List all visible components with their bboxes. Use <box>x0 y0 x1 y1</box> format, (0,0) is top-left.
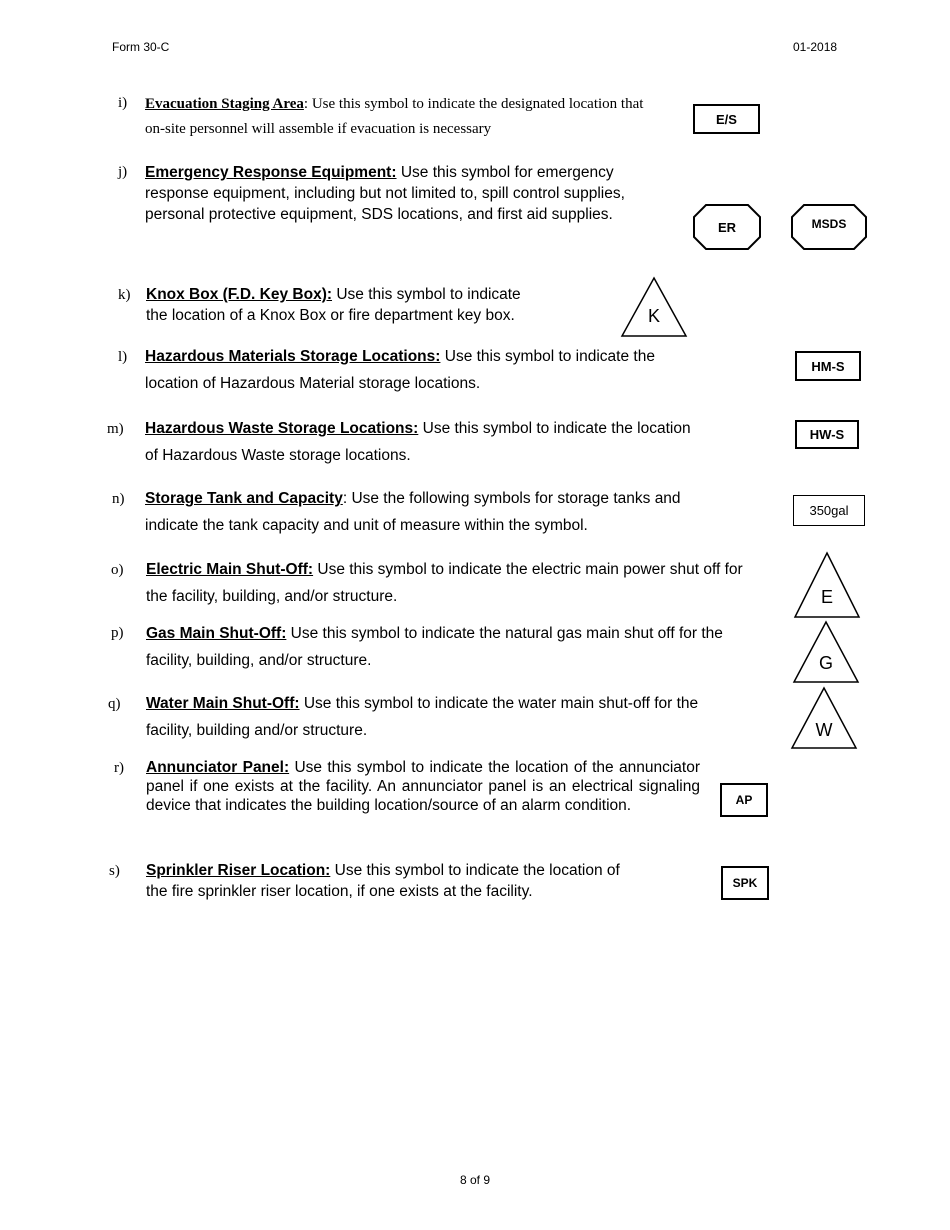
item-title: Electric Main Shut-Off: <box>146 561 314 578</box>
item-letter: o) <box>111 562 124 578</box>
symbol-label: G <box>818 652 833 673</box>
item-title: Hazardous Materials Storage Locations: <box>145 348 441 365</box>
hazardous-materials-symbol: HM-S <box>795 351 861 381</box>
item-title: Annunciator Panel: <box>146 759 290 776</box>
item-letter: r) <box>114 760 124 776</box>
item-title: Emergency Response Equipment: <box>145 164 397 181</box>
knox-box-symbol <box>620 276 688 338</box>
item-letter: k) <box>118 287 131 303</box>
item-title: Sprinkler Riser Location: <box>146 862 331 879</box>
item-title: Knox Box (F.D. Key Box): <box>146 286 333 303</box>
item-water-main-shutoff <box>146 690 726 744</box>
item-letter: n) <box>112 491 125 507</box>
symbol-label: W <box>815 719 833 740</box>
item-sprinkler-riser-location <box>146 860 626 902</box>
item-body: Use this symbol to indicate the location of a Knox Box or fire department key box. <box>146 286 521 324</box>
revision-date: 01-2018 <box>793 40 838 54</box>
item-knox-box <box>146 284 546 326</box>
item-letter: m) <box>107 421 124 437</box>
item-body: Use this symbol for emergency response equipment, including but not limited to, spill control supplies, personal protective equipment, SDS locations, and first aid supplies. <box>145 164 625 223</box>
item-body: Use this symbol to indicate the electric main power shut off for the facility, building, and/or structure. <box>146 561 743 605</box>
item-letter: s) <box>109 863 120 879</box>
msds-symbol <box>790 203 868 251</box>
page-number: 8 of 9 <box>459 1173 491 1187</box>
item-storage-tank-capacity <box>145 485 705 539</box>
item-letter: q) <box>108 696 121 712</box>
item-body: Use this symbol to indicate the location of the annunciator panel if one exists at the facility. An annunciator panel is an electrical signaling device that indicates the building location/source of an alarm condition. <box>146 759 700 814</box>
item-title: Hazardous Waste Storage Locations: <box>145 420 419 437</box>
item-annunciator-panel <box>146 758 700 815</box>
symbol-label: MSDS <box>811 217 847 231</box>
item-title: Storage Tank and Capacity <box>145 490 343 507</box>
symbol-label: E <box>820 586 833 607</box>
electric-shutoff-symbol <box>793 551 861 619</box>
item-body: : Use the following symbols for storage tanks and indicate the tank capacity and unit of measure within the symbol. <box>145 490 681 534</box>
hazardous-waste-symbol: HW-S <box>795 420 859 449</box>
item-body: Use this symbol to indicate the location of Hazardous Waste storage locations. <box>145 420 691 464</box>
item-emergency-response-equipment <box>145 162 650 225</box>
item-letter: p) <box>111 625 124 641</box>
emergency-response-symbol <box>692 203 762 251</box>
item-electric-main-shutoff <box>146 556 746 610</box>
water-shutoff-symbol <box>790 686 858 750</box>
sprinkler-riser-symbol: SPK <box>721 866 769 900</box>
gas-shutoff-symbol <box>792 620 860 684</box>
item-title: Evacuation Staging Area <box>145 96 304 112</box>
item-body: Use this symbol to indicate the water main shut-off for the facility, building and/or structure. <box>146 695 699 739</box>
storage-tank-symbol: 350gal <box>793 495 865 526</box>
item-title: Water Main Shut-Off: <box>146 695 300 712</box>
item-body: Use this symbol to indicate the natural gas main shut off for the facility, building, and/or structure. <box>146 625 723 669</box>
triangle-icon <box>793 551 861 619</box>
form-number: Form 30-C <box>112 40 170 54</box>
item-body: Use this symbol to indicate the location of Hazardous Material storage locations. <box>145 348 655 392</box>
item-letter: i) <box>118 95 128 111</box>
item-letter: l) <box>118 349 128 365</box>
evacuation-staging-symbol: E/S <box>693 104 760 134</box>
item-body: Use this symbol to indicate the location of the fire sprinkler riser location, if one exists at the facility. <box>146 862 620 900</box>
item-letter: j) <box>118 164 128 180</box>
symbol-label: K <box>647 305 660 326</box>
item-hazardous-materials-storage <box>145 343 685 397</box>
symbol-label: ER <box>717 219 737 235</box>
annunciator-panel-symbol: AP <box>720 783 768 817</box>
item-gas-main-shutoff <box>146 620 726 674</box>
item-title: Gas Main Shut-Off: <box>146 625 287 642</box>
item-body: : Use this symbol to indicate the designated location that on-site personnel will assemble if evacuation is necessary <box>145 96 644 137</box>
item-hazardous-waste-storage <box>145 415 705 469</box>
item-evacuation-staging-area <box>145 92 665 142</box>
